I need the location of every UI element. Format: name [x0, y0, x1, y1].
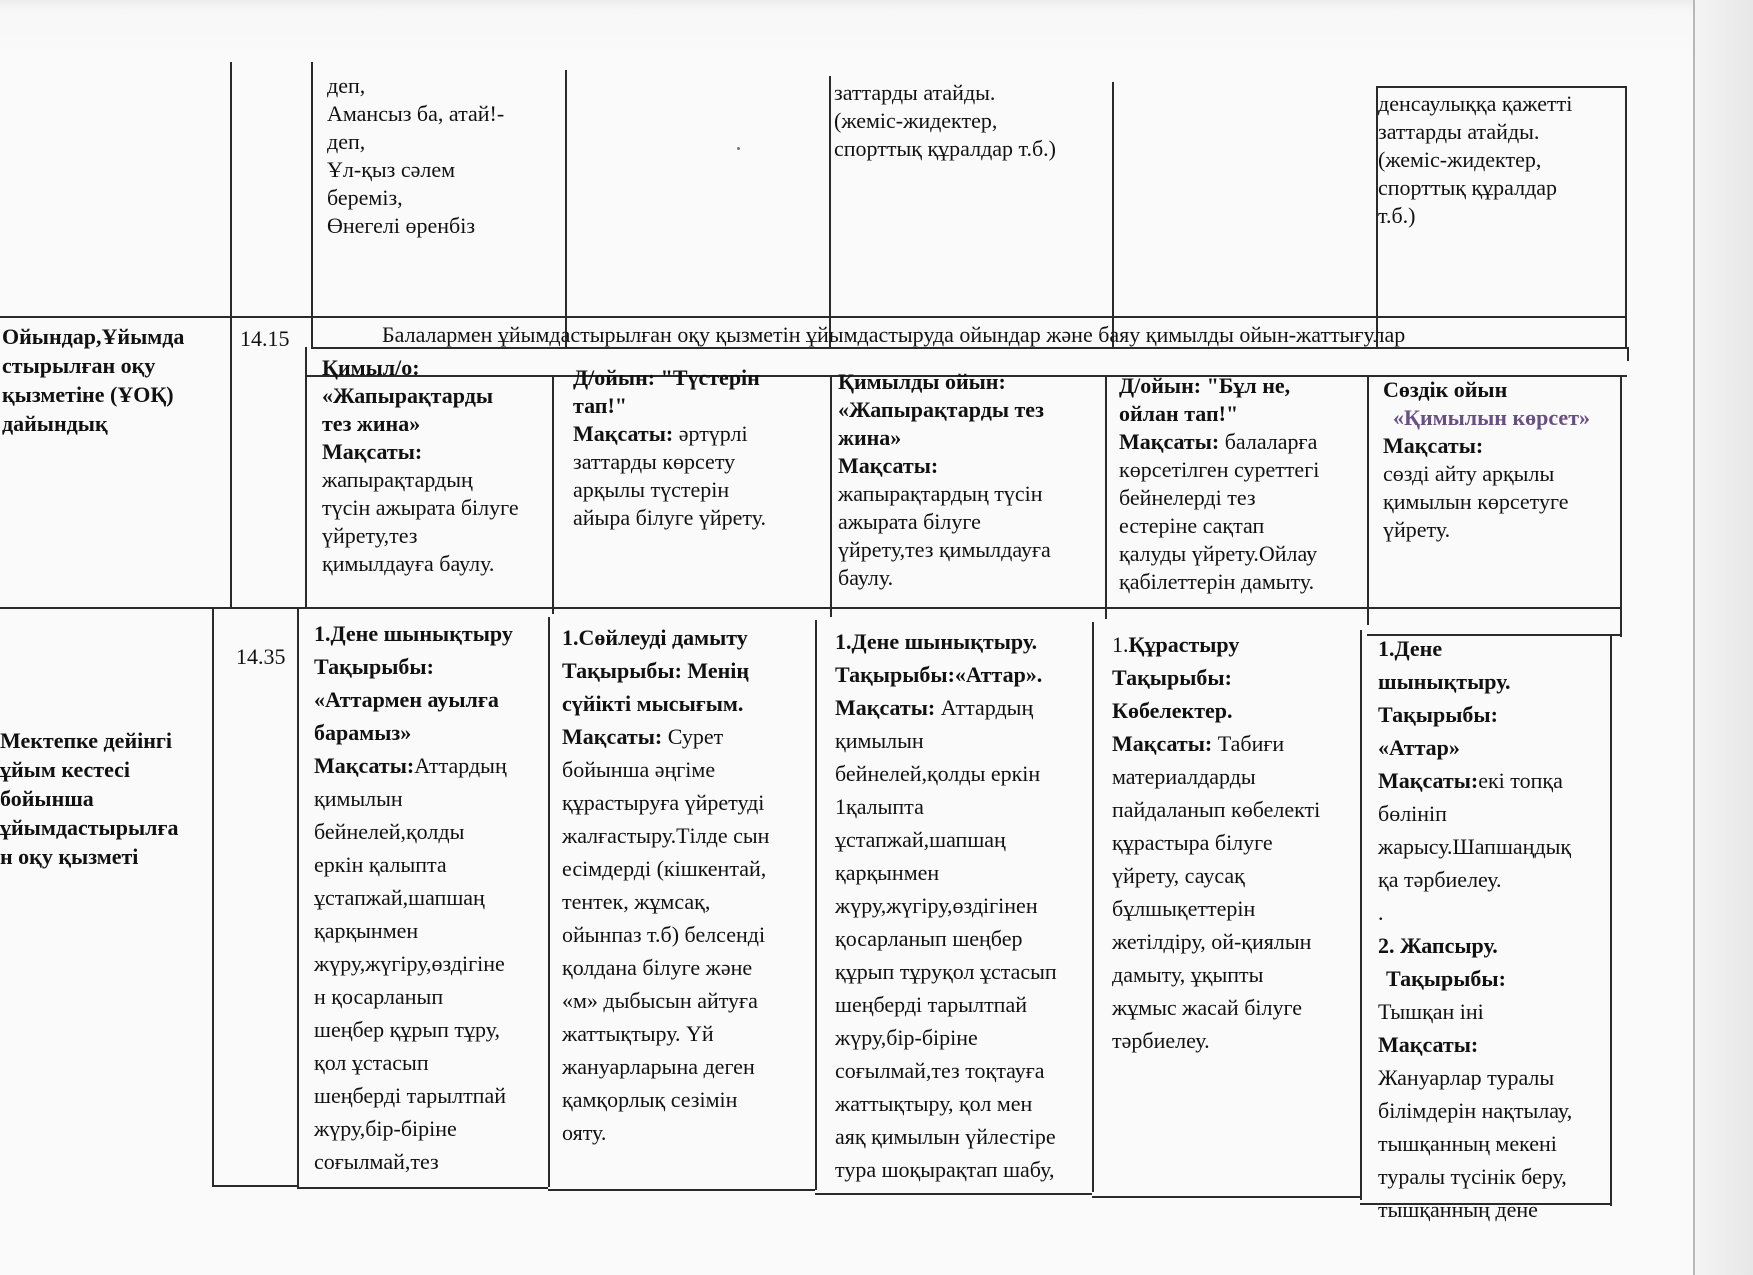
- text-line: денсаулыққа қажетті: [1378, 91, 1573, 116]
- text-line: ұйым кестесі: [0, 757, 130, 782]
- text-line: шынықтыру.: [1378, 669, 1511, 694]
- text-line: материалдарды: [1112, 764, 1256, 789]
- text-line: жапырақтардың түсін: [838, 481, 1043, 506]
- text-line: үйрету.: [1383, 517, 1451, 542]
- text-line: жүру,бір-біріне: [314, 1116, 457, 1141]
- text-line: жаттықтыру. Үй: [562, 1021, 714, 1046]
- text-line: қамқорлық сезімін: [562, 1087, 738, 1112]
- goal-label: Мақсаты:: [314, 753, 415, 778]
- goal-label: Мақсаты:: [1112, 731, 1213, 756]
- text-line: қимылын көрсетуге: [1383, 489, 1569, 514]
- text-span: екі топқа: [1478, 768, 1563, 793]
- text-line: Амансыз ба, атай!-: [327, 101, 505, 126]
- text-line: пайдаланып көбелекті: [1112, 797, 1321, 822]
- text-line: ажырата білуге: [838, 509, 981, 534]
- text-line: жүру,бір-біріне: [835, 1025, 978, 1050]
- goal-label: Мақсаты:: [562, 724, 663, 749]
- text-line: спорттық құралдар т.б.): [834, 136, 1057, 161]
- games-day2-cell: [573, 364, 827, 532]
- text-line: деп,: [327, 129, 366, 154]
- text-span: . Жапсыру.: [1389, 933, 1498, 958]
- text-line: тышқанның дене: [1378, 1197, 1538, 1222]
- lessons-time: 14.35: [236, 644, 286, 669]
- top-row-day1-cell: [327, 72, 557, 240]
- text-span: 2: [1378, 933, 1389, 958]
- lessons-day3-cell: [835, 625, 1091, 1186]
- text-span: 1.: [1112, 632, 1129, 657]
- text-line: қалуды үйрету.Ойлау: [1119, 541, 1318, 566]
- text-line: Сөздік ойын: [1383, 377, 1508, 402]
- text-line: Өнегелі өренбіз: [327, 213, 476, 238]
- text-line: 1қалыпта: [835, 794, 924, 819]
- text-line: Жануарлар туралы: [1378, 1065, 1555, 1090]
- text-line: қабілеттерін дамыту.: [1119, 569, 1315, 594]
- text-line: соғылмай,тез тоқтауға: [835, 1058, 1045, 1083]
- text-line: сөзді айту арқылы: [1383, 461, 1555, 486]
- games-row-header: Балалармен ұйымдастырылған оқу қызметін ұйымдастыруда ойындар және баяу қимылды ойын-жаттығулар: [382, 322, 1406, 347]
- text-line: қа тәрбиелеу.: [1378, 867, 1502, 892]
- goal-label: Мақсаты:: [573, 421, 674, 446]
- text-line: қолдана білуге және: [562, 955, 753, 980]
- text-span: Сурет: [662, 724, 724, 749]
- text-line: «Аттар»: [1378, 735, 1460, 760]
- text-line: соғылмай,тез: [314, 1149, 439, 1174]
- text-line: жапырақтардың: [322, 467, 473, 492]
- text-line: бөлініп: [1378, 801, 1447, 826]
- text-line: қимылын: [835, 728, 924, 753]
- text-line: шеңберді тарылтпай: [314, 1083, 506, 1108]
- text-line: Д/ойын: "Бұл не,: [1119, 373, 1291, 398]
- games-day3-cell: [838, 368, 1103, 592]
- text-line: .: [1378, 900, 1384, 925]
- top-row-day3-cell: [834, 79, 1109, 163]
- text-line: ұстапжай,шапшаң: [835, 827, 1006, 852]
- text-line: жаттықтыру, қол мен: [835, 1091, 1033, 1116]
- text-line: н оқу қызметі: [0, 844, 139, 869]
- text-line: шеңбер құрып тұру,: [314, 1017, 501, 1042]
- text-line: айыра білуге үйрету.: [573, 505, 767, 530]
- text-span: Құрастыру: [1128, 632, 1240, 657]
- text-line: естеріне сақтап: [1119, 513, 1265, 538]
- lessons-day2-cell: [562, 621, 812, 1149]
- scan-right-edge: [1693, 0, 1753, 1275]
- text-line: жүру,жүгіру,өздігінен: [835, 893, 1038, 918]
- text-line: есімдерді (кішкентай,: [562, 856, 767, 881]
- text-line: жарысу.Шапшаңдық: [1378, 834, 1572, 859]
- text-line: тура шоқырақтап шабу,: [835, 1157, 1055, 1182]
- text-line: Д/ойын: "Түстерін: [573, 365, 760, 390]
- games-time: 14.15: [240, 326, 290, 351]
- text-line: береміз,: [327, 185, 403, 210]
- lessons-day1-cell: [314, 617, 546, 1178]
- text-line: сүйікті мысығым.: [562, 691, 744, 716]
- text-line: құрып тұруқол ұстасып: [835, 959, 1057, 984]
- goal-label: Мақсаты:: [1119, 429, 1220, 454]
- text-span: әртүрлі: [673, 421, 748, 446]
- text-line: бейнелей,қолды: [314, 819, 465, 844]
- text-line: Мектепке дейінгі: [0, 728, 173, 753]
- text-line: қосарланып шеңбер: [835, 926, 1023, 951]
- text-line: бұлшықеттерін: [1112, 896, 1256, 921]
- text-line: тәрбиелеу.: [1112, 1028, 1210, 1053]
- text-span: Аттардың: [414, 753, 507, 778]
- text-line: Тақырыбы: Менің: [562, 658, 750, 683]
- text-line: Ұл-қыз сәлем: [327, 157, 456, 182]
- text-line: бейнелей,қолды еркін: [835, 761, 1041, 786]
- games-day4-cell: [1119, 372, 1365, 596]
- text-line: жетілдіру, ой-қиялын: [1112, 929, 1312, 954]
- text-line: жина»: [838, 425, 902, 450]
- text-span: Табиғи: [1212, 731, 1285, 756]
- goal-label: Мақсаты:: [838, 453, 939, 478]
- text-line: заттарды атайды.: [834, 80, 996, 105]
- text-line: туралы түсінік беру,: [1378, 1164, 1567, 1189]
- text-line: құрастыра білуге: [1112, 830, 1273, 855]
- text-line: н қосарланып: [314, 984, 444, 1009]
- text-line: Тышқан іні: [1378, 999, 1484, 1024]
- text-line: спорттық құралдар: [1378, 175, 1558, 200]
- lessons-section-title: [0, 726, 210, 871]
- text-line: баулу.: [838, 565, 894, 590]
- lessons-day4-cell: [1112, 628, 1359, 1057]
- text-line: үйрету, саусақ: [1112, 863, 1245, 888]
- text-line: 1.Дене шынықтыру.: [835, 629, 1038, 654]
- text-span: Аттардың: [935, 695, 1034, 720]
- text-line: деп,: [327, 73, 366, 98]
- text-line: Қимыл/о:: [322, 355, 420, 380]
- scan-speck: [737, 147, 740, 150]
- text-line: дайындық: [2, 411, 108, 436]
- text-line: Тақырыбы:«Аттар».: [835, 662, 1043, 687]
- text-line: «Жапырақтарды тез: [838, 397, 1044, 422]
- text-line: жануарларына деген: [562, 1054, 755, 1079]
- games-section-title: [2, 322, 228, 438]
- text-line: заттарды атайды.: [1378, 119, 1540, 144]
- text-line: үйрету,тез: [322, 523, 418, 548]
- text-line: жүру,жүгіру,өздігіне: [314, 951, 505, 976]
- text-line: дамыту, ұқыпты: [1112, 962, 1264, 987]
- text-line: тентек, жұмсақ,: [562, 889, 711, 914]
- text-line: Ойындар,Ұйымда: [2, 324, 185, 349]
- text-line: тез жина»: [322, 411, 421, 436]
- text-line: түсін ажырата білуге: [322, 495, 519, 520]
- text-line: білімдерін нақтылау,: [1378, 1098, 1573, 1123]
- text-line: заттарды көрсету: [573, 449, 736, 474]
- goal-label: Мақсаты:: [322, 439, 423, 464]
- text-line: бойынша әңгіме: [562, 757, 716, 782]
- text-line: ұйымдастырылға: [0, 815, 179, 840]
- text-line: Тақырыбы:: [1112, 665, 1232, 690]
- text-line: барамыз»: [314, 720, 412, 745]
- text-line: ояту.: [562, 1120, 607, 1145]
- text-line: шеңберді тарылтпай: [835, 992, 1027, 1017]
- text-line: Қимылды ойын:: [838, 369, 1006, 394]
- text-line: тап!": [573, 393, 628, 418]
- text-line: 1.Сөйлеуді дамыту: [562, 625, 748, 650]
- text-line: қарқынмен: [835, 860, 940, 885]
- text-line: еркін қалыпта: [314, 852, 447, 877]
- lessons-day5-cell: [1378, 632, 1610, 1226]
- text-line: аяқ қимылын үйлестіре: [835, 1124, 1056, 1149]
- text-line: «м» дыбысын айтуға: [562, 988, 758, 1013]
- games-day1-cell: [322, 354, 552, 578]
- goal-label: Мақсаты:: [1378, 768, 1479, 793]
- text-line: стырылған оқу: [2, 353, 156, 378]
- text-line: ойлан тап!": [1119, 401, 1239, 426]
- text-line: жұмыс жасай білуге: [1112, 995, 1302, 1020]
- goal-label: Мақсаты:: [1378, 1032, 1479, 1057]
- text-line: «Жапырақтарды: [322, 383, 494, 408]
- text-line: жалғастыру.Тілде сын: [562, 823, 770, 848]
- goal-label: Мақсаты:: [835, 695, 936, 720]
- topic-label: Тақырыбы:: [1378, 702, 1498, 727]
- text-line: арқылы түстерін: [573, 477, 730, 502]
- text-line: қимылдауға баулу.: [322, 551, 495, 576]
- text-line: көрсетілген суреттегі: [1119, 457, 1320, 482]
- games-day5-cell: [1383, 376, 1619, 544]
- text-span: балаларға: [1219, 429, 1318, 454]
- text-line: құрастыруға үйретуді: [562, 790, 765, 815]
- text-line: бойынша: [0, 786, 94, 811]
- text-line: ұстапжай,шапшаң: [314, 885, 485, 910]
- text-line: 1.Дене: [1378, 636, 1443, 661]
- text-line: 1.Дене шынықтыру: [314, 621, 513, 646]
- text-line: (жеміс-жидектер,: [1378, 147, 1542, 172]
- topic-label: Тақырыбы:: [1386, 966, 1506, 991]
- text-line: қарқынмен: [314, 918, 419, 943]
- goal-label: Мақсаты:: [1383, 433, 1484, 458]
- text-line: т.б.): [1378, 203, 1416, 228]
- text-line: Тақырыбы:: [314, 654, 434, 679]
- text-line: тышқанның мекені: [1378, 1131, 1557, 1156]
- text-line: қол ұстасып: [314, 1050, 429, 1075]
- text-line: бейнелерді тез: [1119, 485, 1256, 510]
- text-line: Көбелектер.: [1112, 698, 1233, 723]
- text-line: қимылын: [314, 786, 403, 811]
- top-row-day5-cell: [1378, 90, 1623, 230]
- text-line: (жеміс-жидектер,: [834, 108, 998, 133]
- text-line: «Аттармен ауылға: [314, 687, 499, 712]
- text-line: үйрету,тез қимылдауға: [838, 537, 1051, 562]
- game-name: «Қимылын көрсет»: [1393, 405, 1591, 430]
- text-line: ойынпаз т.б) белсенді: [562, 922, 766, 947]
- text-line: қызметіне (ҰОҚ): [2, 382, 174, 407]
